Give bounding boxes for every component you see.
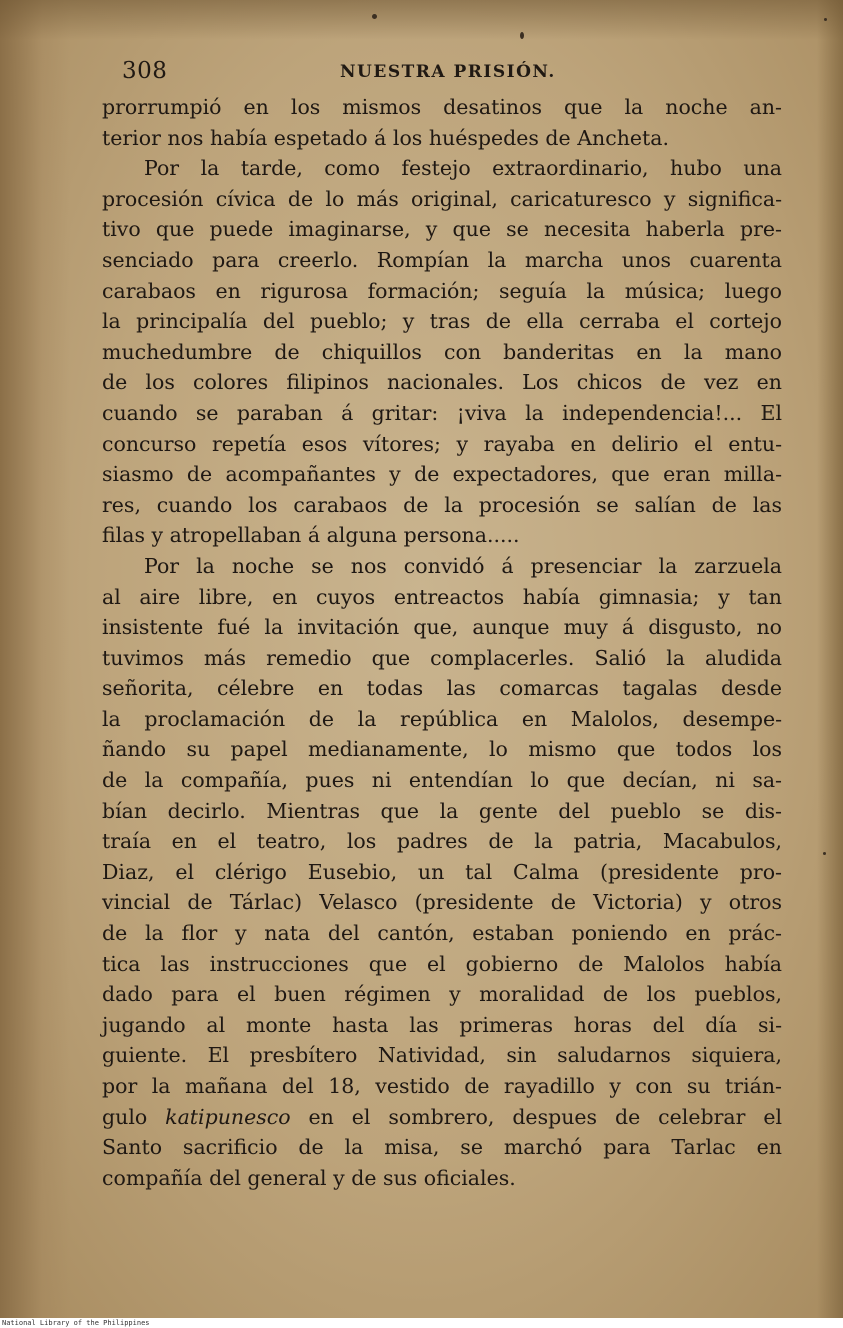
text-line: res, cuando los carabaos de la procesión se salían de las — [102, 492, 782, 517]
text-line: tivo que puede imaginarse, y que se necesita haberla pre- — [102, 217, 782, 242]
text-line: senciado para creerlo. Rompían la marcha unos cuarenta — [102, 247, 782, 272]
text-line: de la flor y nata del cantón, estaban poniendo en prác- — [102, 921, 782, 946]
text-line: terior nos había espetado á los huéspedes de Ancheta. — [102, 125, 670, 150]
text-line: señorita, célebre en todas las comarcas tagalas desde — [102, 676, 782, 701]
text-line: cuando se paraban á gritar: ¡viva la independencia!... El — [102, 400, 782, 425]
ink-speck — [372, 14, 377, 19]
page-edge-shadow-right — [817, 0, 843, 1318]
text-line: la principalía del pueblo; y tras de ella cerraba el cortejo — [102, 309, 782, 334]
text-line: filas y atropellaban á alguna persona..... — [102, 523, 520, 548]
text-line: Diaz, el clérigo Eusebio, un tal Calma (presidente pro- — [102, 859, 782, 884]
text-line: guiente. El presbítero Natividad, sin saludarnos siquiera, — [102, 1043, 782, 1068]
page-header — [120, 58, 780, 88]
text-line: tuvimos más remedio que complacerles. Salió la aludida — [102, 645, 782, 670]
text-line: procesión cívica de lo más original, caricaturesco y significa- — [102, 186, 782, 211]
text-line: insistente fué la invitación que, aunque muy á disgusto, no — [102, 615, 782, 640]
text-line: traía en el teatro, los padres de la patria, Macabulos, — [102, 829, 782, 854]
ink-speck — [520, 32, 524, 39]
text-line: Por la noche se nos convidó á presenciar la zarzuela — [144, 553, 782, 578]
italic-word: katipunesco — [165, 1104, 291, 1129]
text-line: vincial de Tárlac) Velasco (presidente de Victoria) y otros — [102, 890, 782, 915]
text-line: prorrumpió en los mismos desatinos que la noche an- — [102, 95, 782, 119]
library-credit: National Library of the Philippines — [2, 1319, 150, 1327]
text-line: al aire libre, en cuyos entreactos había gimnasia; y tan — [102, 584, 782, 609]
text-line: Santo sacrificio de la misa, se marchó para Tarlac en — [102, 1135, 782, 1160]
text-line: tica las instrucciones que el gobierno de Malolos había — [102, 951, 782, 976]
page-edge-shadow-left — [0, 0, 70, 1318]
text-line: de la compañía, pues ni entendían lo que decían, ni sa- — [102, 768, 782, 793]
text-line: siasmo de acompañantes y de expectadores, que eran milla- — [102, 462, 782, 487]
text-line: bían decirlo. Mientras que la gente del pueblo se dis- — [102, 798, 782, 823]
text-line: gulo katipunesco en el sombrero, despues de celebrar el — [102, 1104, 783, 1129]
text-line: por la mañana del 18, vestido de rayadillo y con su trián- — [102, 1074, 782, 1098]
text-line: muchedumbre de chiquillos con banderitas en la mano — [102, 339, 782, 364]
text-line: carabaos en rigurosa formación; seguía la música; luego — [102, 278, 782, 303]
page-edge-shadow-top — [0, 0, 843, 40]
text-line: compañía del general y de sus oficiales. — [102, 1165, 516, 1190]
text-line: la proclamación de la república en Malolos, desempe- — [102, 706, 782, 731]
text-line: ñando su papel medianamente, lo mismo que todos los — [102, 737, 782, 762]
text-line: jugando al monte hasta las primeras horas del día si- — [102, 1012, 782, 1037]
ink-speck — [823, 852, 826, 855]
ink-speck — [824, 18, 827, 21]
body-text — [102, 92, 782, 1193]
text-line: Por la tarde, como festejo extraordinario, hubo una — [144, 156, 782, 181]
running-head: NUESTRA PRISIÓN. — [340, 62, 556, 82]
page-number: 308 — [122, 58, 168, 84]
text-line: dado para el buen régimen y moralidad de los pueblos, — [102, 982, 782, 1007]
footer-strip — [0, 1318, 843, 1328]
text-line: de los colores filipinos nacionales. Los chicos de vez en — [102, 370, 782, 395]
text-line: concurso repetía esos vítores; y rayaba en delirio el entu- — [102, 431, 782, 456]
